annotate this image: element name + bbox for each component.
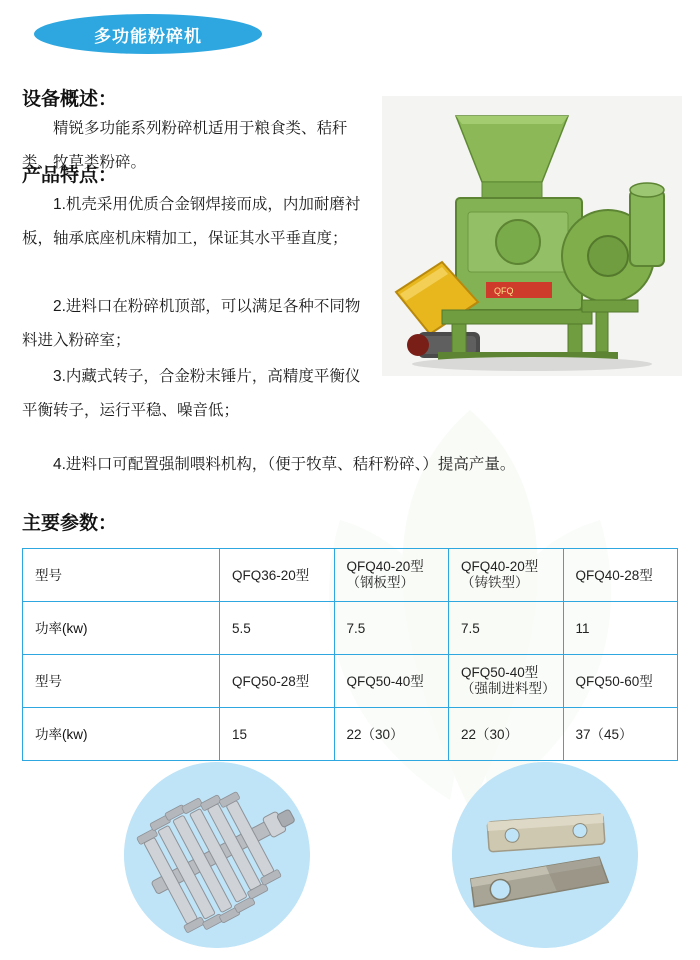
feature-item-2: 2.进料口在粉碎机顶部，可以满足各种不同物料进入粉碎室； xyxy=(22,298,361,349)
cell-3-3: 22（30） xyxy=(449,708,564,761)
cell-3-1: 15 xyxy=(220,708,335,761)
cell-3-2: 22（30） xyxy=(334,708,449,761)
cell-0-1: QFQ36-20型 xyxy=(220,549,335,602)
svg-text:QFQ: QFQ xyxy=(494,286,514,296)
page-title: 多功能粉碎机 xyxy=(94,26,202,46)
cell-2-4: QFQ50-60型 xyxy=(563,655,678,708)
page-header xyxy=(34,14,262,54)
cell-2-1: QFQ50-28型 xyxy=(220,655,335,708)
cell-1-4: 11 xyxy=(563,602,678,655)
cell-2-2: QFQ50-40型 xyxy=(334,655,449,708)
cell-0-2: QFQ40-20型（钢板型） xyxy=(334,549,449,602)
cell-3-4: 37（45） xyxy=(563,708,678,761)
cell-1-1: 5.5 xyxy=(220,602,335,655)
rotor-photo xyxy=(124,762,310,948)
overview-heading: 设备概述： xyxy=(22,89,118,110)
feature-item-3: 3.内藏式转子，合金粉末锤片，高精度平衡仪平衡转子，运行平稳、噪音低； xyxy=(22,368,361,419)
params-table xyxy=(22,548,678,761)
cell-0-0: 型号 xyxy=(23,549,220,602)
table-row xyxy=(23,602,678,655)
features-heading: 产品特点： xyxy=(22,165,118,186)
cell-0-3: QFQ40-20型（铸铁型） xyxy=(449,549,564,602)
table-row xyxy=(23,549,678,602)
cell-2-3: QFQ50-40型（强制进料型） xyxy=(449,655,564,708)
blade-photo xyxy=(452,762,638,948)
cell-1-0: 功率(kw) xyxy=(23,602,220,655)
cell-1-3: 7.5 xyxy=(449,602,564,655)
cell-1-2: 7.5 xyxy=(334,602,449,655)
cell-3-0: 功率(kw) xyxy=(23,708,220,761)
cell-0-4: QFQ40-28型 xyxy=(563,549,678,602)
feature-item-1: 1.机壳采用优质合金钢焊接而成，内加耐磨衬板，轴承底座机床精加工，保证其水平垂直度； xyxy=(22,196,361,247)
params-heading: 主要参数： xyxy=(22,513,118,534)
params-table-wrap xyxy=(22,548,678,761)
feature-item-4: 4.进料口可配置强制喂料机构，（便于牧草、秸秆粉碎、）提高产量。 xyxy=(53,456,516,473)
machine-photo xyxy=(382,96,682,376)
table-row xyxy=(23,655,678,708)
overview-text: 精锐多功能系列粉碎机适用于粮食类、秸秆类、牧草类粉碎。 xyxy=(22,120,348,171)
table-row xyxy=(23,708,678,761)
cell-2-0: 型号 xyxy=(23,655,220,708)
